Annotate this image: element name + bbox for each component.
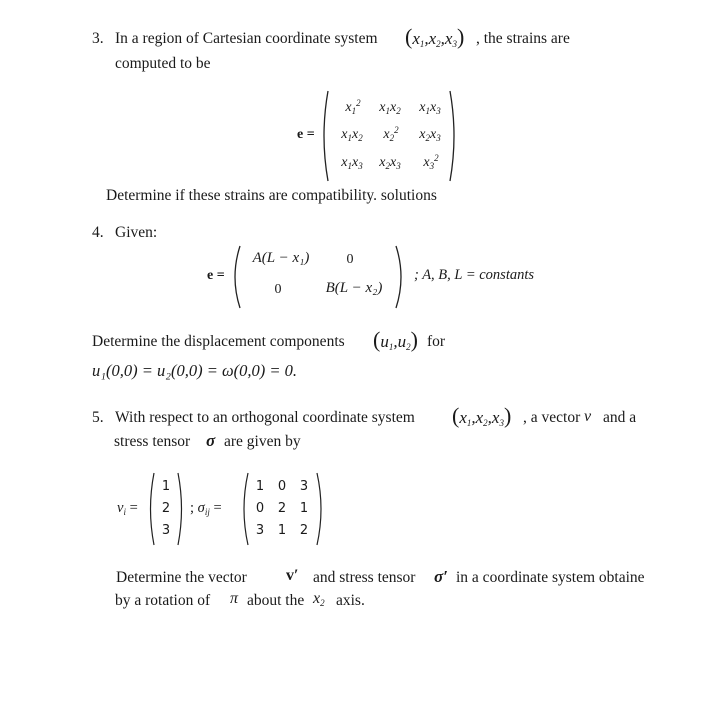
matrix-cell: $x_1x_3$ — [341, 155, 363, 171]
right-paren — [315, 471, 327, 547]
matrix-cell: $x_3^2$ — [423, 153, 439, 171]
tensor-entry: 0 — [255, 501, 265, 516]
tensor-entry: 2 — [299, 523, 309, 538]
problem-5-question-c: in a coordinate system obtaine — [456, 569, 645, 586]
tensor-entry: 0 — [277, 479, 287, 494]
tensor-entry: 2 — [277, 501, 287, 516]
vector-entry: 1 — [161, 479, 171, 494]
right-paren — [394, 244, 408, 310]
problem-5-intro-mid: , a vector — [523, 409, 581, 426]
problem-5-question-a: Determine the vector — [116, 569, 247, 586]
rotated-vector-symbol: v′ — [286, 567, 299, 584]
constants-note: ; A, B, L = constants — [414, 267, 535, 283]
tensor-entry: 1 — [255, 479, 265, 494]
displacement-tuple: $(u_1,u_2)$ — [373, 327, 418, 352]
strain-matrix-label: e = — [297, 127, 315, 142]
problem-5-intro-end: and a — [603, 409, 637, 426]
left-paren — [318, 89, 330, 183]
entry-b: B(L − x₂) — [325, 280, 383, 296]
problem-3-number: 3. — [92, 30, 104, 47]
coordinate-tuple: $(x_1,x_2,x_3)$ — [405, 24, 465, 49]
problem-4-question: Determine the displacement components — [92, 333, 345, 350]
problem-3-intro-line2: computed to be — [115, 55, 211, 72]
tensor-entry: 3 — [255, 523, 265, 538]
problem-5-question-b: and stress tensor — [313, 569, 416, 586]
problem-5-intro: With respect to an orthogonal coordinate system — [115, 409, 415, 426]
problem-5-question-f: axis. — [336, 592, 365, 609]
left-paren — [228, 244, 242, 310]
pi-symbol: π — [230, 590, 239, 607]
sigma-symbol: σ — [206, 431, 216, 450]
problem-5-intro-line2-end: are given by — [224, 433, 301, 450]
problem-3-intro-end: , the strains are — [476, 30, 570, 47]
matrix-cell: $x_2x_3$ — [419, 127, 441, 143]
matrix-cell: $x_2x_3$ — [379, 155, 401, 171]
matrix-cell: $x_1^2$ — [345, 98, 361, 116]
entry-zero: 0 — [274, 282, 282, 297]
matrix-cell: $x_1x_2$ — [379, 100, 401, 116]
left-paren — [238, 471, 250, 547]
tensor-entry: 3 — [299, 479, 309, 494]
tensor-entry: 1 — [277, 523, 287, 538]
entry-a: A(L − x₁) — [252, 250, 310, 266]
problem-5-intro-line2: stress tensor — [114, 433, 191, 450]
tensor-entry: 1 — [299, 501, 309, 516]
coordinate-tuple: $(x_1,x_2,x_3)$ — [452, 403, 512, 428]
sigma-label: ; $\sigma_{ij}$ = — [190, 500, 222, 517]
problem-5-number: 5. — [92, 409, 104, 426]
problem-4-intro: Given: — [115, 224, 158, 241]
entry-zero: 0 — [346, 252, 354, 267]
boundary-condition: u₁(0,0) = u₂(0,0) = ω(0,0) = 0. — [92, 361, 297, 380]
x2-axis-symbol: $x_2$ — [313, 590, 325, 608]
right-paren — [448, 89, 460, 183]
problem-3-conclusion: Determine if these strains are compatibility. solutions — [106, 187, 437, 204]
matrix-cell: $x_1x_2$ — [341, 127, 363, 143]
matrix-cell: $x_1x_3$ — [419, 100, 441, 116]
vector-label: $v_i$ = — [117, 500, 138, 517]
problem-3-intro: In a region of Cartesian coordinate system — [115, 30, 378, 47]
vector-entry: 3 — [161, 523, 171, 538]
vector-symbol: v — [584, 408, 592, 425]
matrix-cell: $x_2^2$ — [383, 125, 399, 143]
problem-4-question-end: for — [427, 333, 446, 350]
problem-4-number: 4. — [92, 224, 104, 241]
left-paren — [146, 471, 156, 547]
problem-5-question-e: about the — [247, 592, 305, 609]
strain-matrix-label: e = — [207, 268, 225, 283]
vector-entry: 2 — [161, 501, 171, 516]
problem-5-question-d: by a rotation of — [115, 592, 211, 609]
right-paren — [176, 471, 186, 547]
rotated-sigma-symbol: σ′ — [434, 567, 448, 586]
